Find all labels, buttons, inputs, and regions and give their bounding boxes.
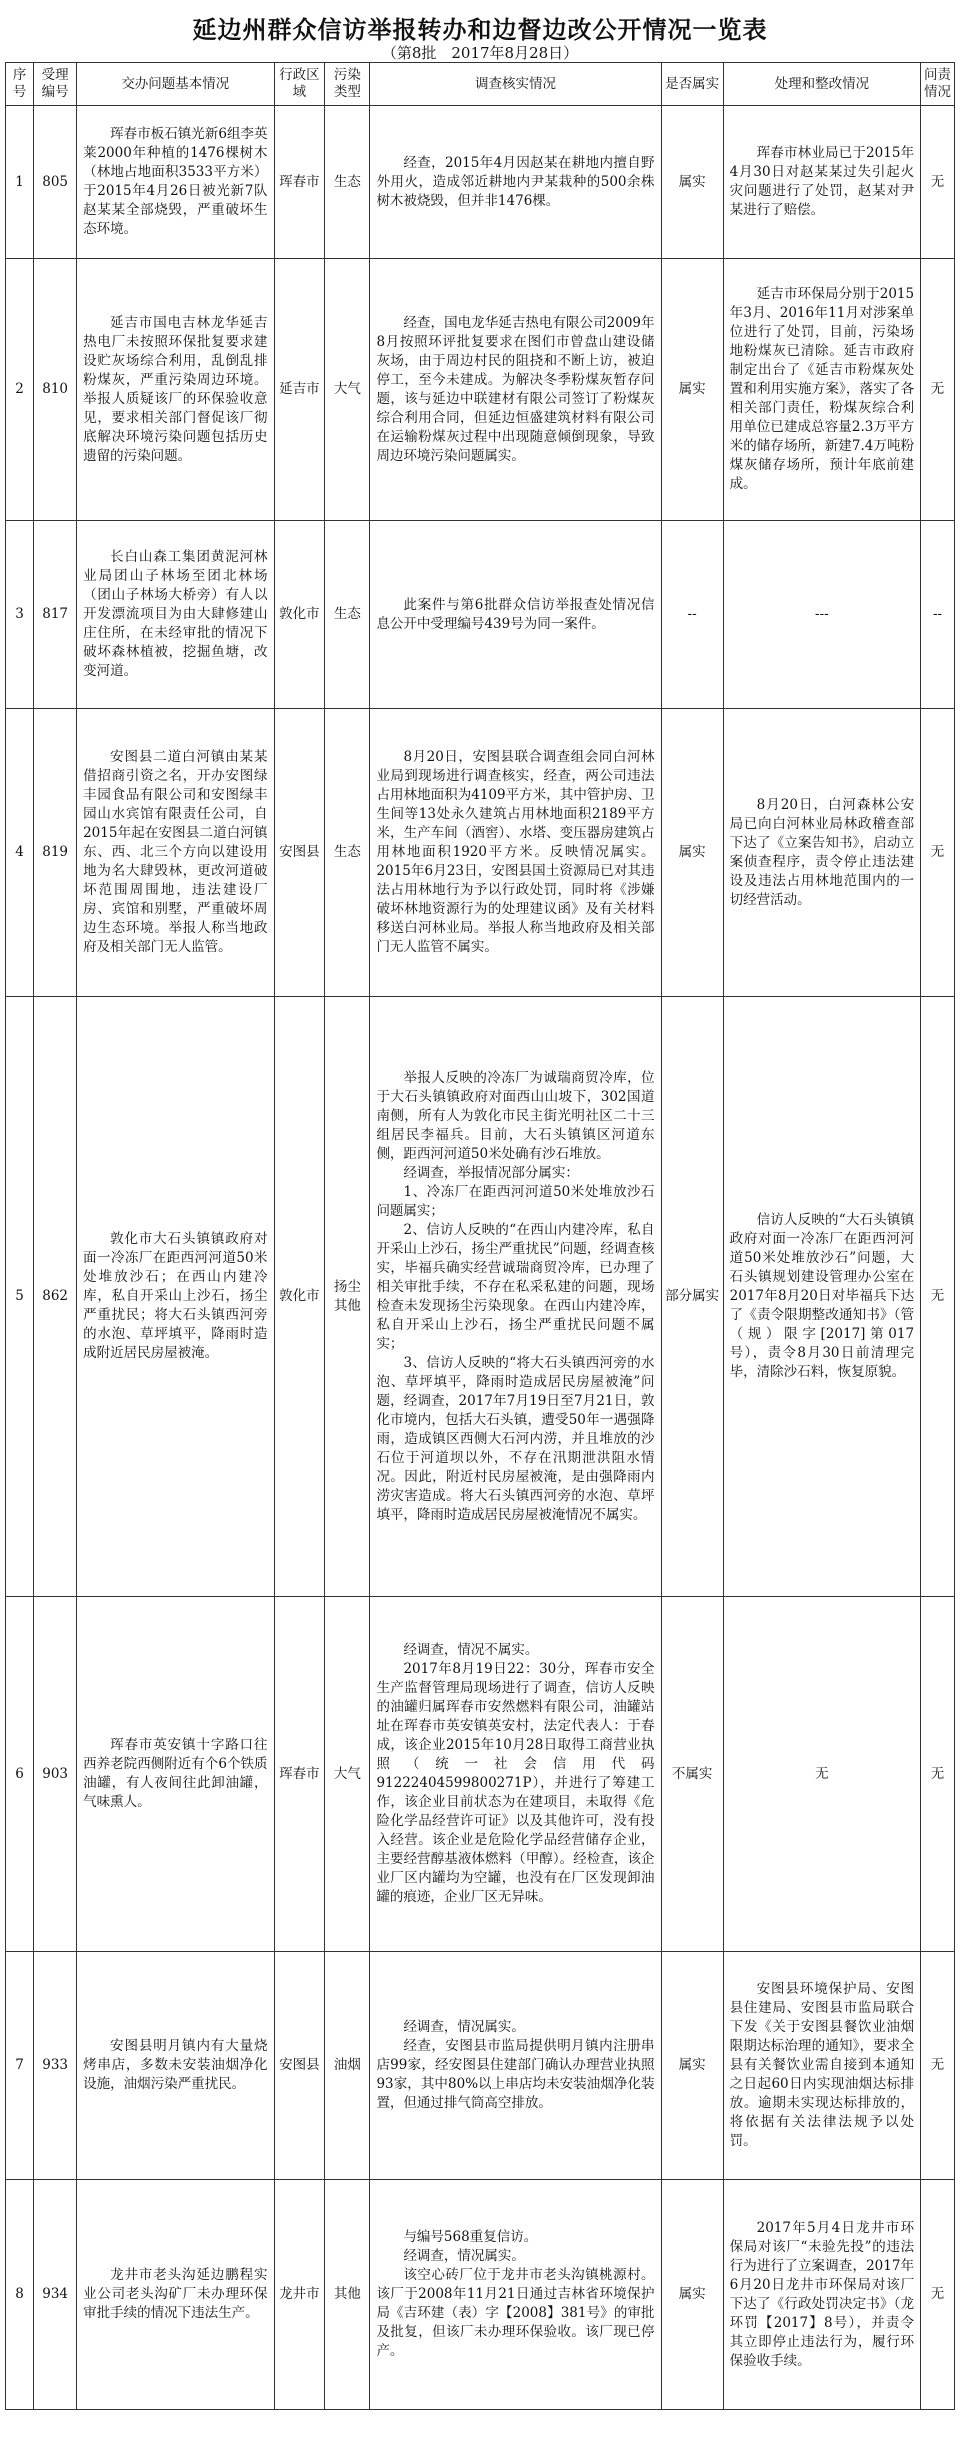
cell-no: 1 bbox=[6, 106, 34, 259]
cell-account: 无 bbox=[921, 1597, 955, 1952]
cell-region: 延吉市 bbox=[274, 259, 325, 521]
cell-region: 龙井市 bbox=[274, 2180, 325, 2410]
survey-paragraph: 该空心砖厂位于龙井市老头沟镇桃源村。该厂于2008年11月21日通过吉林省环境保护局《吉环建（表）字【2008】381号》的审批及批复，但该厂未办理环保验收。该厂现已停产。 bbox=[376, 2267, 655, 2359]
cell-no: 3 bbox=[6, 521, 34, 709]
cell-type: 大气 bbox=[325, 259, 370, 521]
cell-survey bbox=[370, 1952, 661, 2180]
page-title: 延边州群众信访举报转办和边督边改公开情况一览表 bbox=[192, 15, 768, 44]
survey-paragraph: 经调查，情况属实。 bbox=[403, 2019, 525, 2035]
cell-region: 敦化市 bbox=[274, 997, 325, 1597]
cell-account: 无 bbox=[921, 1952, 955, 2180]
cell-no: 2 bbox=[6, 259, 34, 521]
cell-issue: 珲春市板石镇光新6组李英莱2000年种植的1476棵树木（林地占地面积3533平方米）于2015年4月26日被光新7队赵某某全部烧毁，严重破坏生态环境。 bbox=[77, 106, 274, 259]
cell-region: 安图县 bbox=[274, 709, 325, 997]
cell-handling: 信访人反映的“大石头镇镇政府对面一冷冻厂在距西河河道50米处堆放沙石”问题，大石头镇规划建设管理办公室在2017年8月20日对毕福兵下达了《责令限期整改通知书》（管（规）限字[2017]第017号），责令8月30日前清理完毕，清除沙石料，恢复原貌。 bbox=[723, 997, 920, 1597]
cell-survey bbox=[370, 521, 661, 709]
cell-type: 生态 bbox=[325, 521, 370, 709]
cell-handling: 安图县环境保护局、安图县住建局、安图县市监局联合下发《关于安图县餐饮业油烟限期达标治理的通知》，要求全县有关餐饮业需自接到本通知之日起60日内实现油烟达标排放。逾期未实现达标排放的，将依据有关法律法规予以处罚。 bbox=[723, 1952, 920, 2180]
cell-verified: 属实 bbox=[661, 1952, 723, 2180]
cell-issue: 安图县二道白河镇由某某借招商引资之名，开办安图绿丰园食品有限公司和安图绿丰园山水宾馆有限责任公司，自2015年起在安图县二道白河镇东、西、北三个方向以建设用地为名大肆毁林，更改河道破坏范围周围地，违法建设厂房、宾馆和别墅，严重破坏周边生态环境。举报人称当地政府及相关部门无人监管。 bbox=[77, 709, 274, 997]
survey-paragraph: 此案件与第6批群众信访举报查处情况信息公开中受理编号439号为同一案件。 bbox=[376, 596, 655, 632]
cell-code: 934 bbox=[34, 2180, 77, 2410]
cell-issue: 龙井市老头沟延边鹏程实业公司老头沟矿厂未办理环保审批手续的情况下违法生产。 bbox=[77, 2180, 274, 2410]
cell-code: 819 bbox=[34, 709, 77, 997]
survey-paragraph: 经调查，举报情况部分属实： bbox=[403, 1164, 579, 1181]
survey-paragraph: 2、信访人反映的“在西山内建冷库，私自开采山上沙石，扬尘严重扰民”问题，经调查核实，毕福兵确实经营诚瑞商贸冷库，已办理了相关审批手续，不存在私采私建的问题，现场检查未发现扬尘污染现象。在西山内建冷库，私自开采山上沙石，扬尘严重扰民问题不属实； bbox=[376, 1221, 655, 1352]
survey-paragraph: 3、信访人反映的“将大石头镇西河旁的水泡、草坪填平，降雨时造成居民房屋被淹”问题，经调查，2017年7月19日至7月21日，敦化市境内，包括大石头镇，遭受50年一遇强降雨，造成镇区西侧大石河内涝，并且堆放的沙石位于河道坝以外，不存在汛期泄洪阻水情况。因此，附近村民房屋被淹，是由强降雨内涝灾害造成。将大石头镇西河旁的水泡、草坪填平，降雨时造成居民房屋被淹情况不属实。 bbox=[376, 1354, 655, 1523]
cell-no: 6 bbox=[6, 1597, 34, 1952]
survey-paragraph: 8月20日，安图县联合调查组会同白河林业局到现场进行调查核实，经查，两公司违法占用林地面积为4109平方米，其中管护房、卫生间等13处永久建筑占用林地面积2189平方米，生产车间（酒窖）、水塔、变压器房建筑占用林地面积1920平方米。反映情况属实。2015年6月23日，安图县国土资源局已对其违法占用林地行为予以行政处罚，同时将《涉嫌破坏林地资源行为的处理建议函》及有关材料移送白河林业局。举报人称当地政府及相关部门无人监管不属实。 bbox=[376, 749, 655, 955]
cell-verified: 不属实 bbox=[661, 1597, 723, 1952]
cell-verified: 属实 bbox=[661, 709, 723, 997]
survey-paragraph: 经调查，情况不属实。 bbox=[403, 1642, 539, 1658]
cell-survey bbox=[370, 709, 661, 997]
cell-verified: 部分属实 bbox=[661, 997, 723, 1597]
cell-type: 油烟 bbox=[325, 1952, 370, 2180]
header-region: 行政区域 bbox=[274, 63, 325, 106]
cell-handling: 2017年5月4日龙井市环保局对该厂“未验先投”的违法行为进行了立案调查，2017年6月20日龙井市环保局对该厂下达了《行政处罚决定书》（龙环罚【2017】8号），并责令其立即停止违法行为，履行环保验收手续。 bbox=[723, 2180, 920, 2410]
cell-issue: 珲春市英安镇十字路口往西养老院西侧附近有个6个铁质油罐，有人夜间往此卸油罐，气味熏人。 bbox=[77, 1597, 274, 1952]
cell-issue: 长白山森工集团黄泥河林业局团山子林场至团北林场（团山子林场大桥旁）有人以开发漂流项目为由大肆修建山庄住所，在未经审批的情况下破坏森林植被，挖掘鱼塘，改变河道。 bbox=[77, 521, 274, 709]
header-issue: 交办问题基本情况 bbox=[77, 63, 274, 106]
cell-region: 安图县 bbox=[274, 1952, 325, 2180]
cell-account: 无 bbox=[921, 997, 955, 1597]
table-row bbox=[6, 521, 955, 709]
cell-verified: -- bbox=[661, 521, 723, 709]
header-handling: 处理和整改情况 bbox=[723, 63, 920, 106]
cell-verified: 属实 bbox=[661, 259, 723, 521]
cell-code: 805 bbox=[34, 106, 77, 259]
cell-verified: 属实 bbox=[661, 106, 723, 259]
cell-no: 7 bbox=[6, 1952, 34, 2180]
cell-region: 珲春市 bbox=[274, 106, 325, 259]
report-table bbox=[5, 62, 955, 2410]
cell-issue: 敦化市大石头镇镇政府对面一冷冻厂在距西河河道50米处堆放沙石；在西山内建冷库，私自开采山上沙石，扬尘严重扰民；将大石头镇西河旁的水泡、草坪填平，降雨时造成附近居民房屋被淹。 bbox=[77, 997, 274, 1597]
cell-survey bbox=[370, 259, 661, 521]
cell-account: 无 bbox=[921, 259, 955, 521]
survey-paragraph: 经查，2015年4月因赵某在耕地内擅自野外用火，造成邻近耕地内尹某栽种的500余株树木被烧毁，但并非1476棵。 bbox=[376, 154, 655, 209]
cell-no: 8 bbox=[6, 2180, 34, 2410]
survey-paragraph: 举报人反映的冷冻厂为诚瑞商贸冷库，位于大石头镇镇政府对面西山山坡下，302国道南侧，所有人为敦化市民主街光明社区二十三组居民李福兵。目前，大石头镇镇区河道东侧，距西河河道50米处确有沙石堆放。 bbox=[376, 1069, 655, 1162]
cell-issue: 延吉市国电吉林龙华延吉热电厂未按照环保批复要求建设贮灰场综合利用，乱倒乱排粉煤灰，严重污染周边环境。举报人质疑该厂的环保验收意见，要求相关部门督促该厂彻底解决环境污染问题包括历史遗留的污染问题。 bbox=[77, 259, 274, 521]
cell-code: 862 bbox=[34, 997, 77, 1597]
cell-code: 810 bbox=[34, 259, 77, 521]
cell-type: 生态 bbox=[325, 709, 370, 997]
cell-handling: 无 bbox=[723, 1597, 920, 1952]
table-row bbox=[6, 1952, 955, 2180]
cell-type: 生态 bbox=[325, 106, 370, 259]
table-row bbox=[6, 1597, 955, 1952]
cell-no: 5 bbox=[6, 997, 34, 1597]
survey-paragraph: 经查，国电龙华延吉热电有限公司2009年8月按照环评批复要求在图们市曾盘山建设储灰场，由于周边村民的阻挠和不断上访，被迫停工，至今未建成。为解决冬季粉煤灰暂存问题，该与延边中联建材有限公司签订了粉煤灰综合利用合同，但延边恒盛建筑材料有限公司在运输粉煤灰过程中出现随意倾倒现象，导致周边环境污染问题属实。 bbox=[376, 314, 655, 464]
cell-survey bbox=[370, 106, 661, 259]
cell-survey bbox=[370, 1597, 661, 1952]
cell-account: 无 bbox=[921, 709, 955, 997]
cell-account: 无 bbox=[921, 2180, 955, 2410]
cell-code: 933 bbox=[34, 1952, 77, 2180]
header-type: 污染类型 bbox=[325, 63, 370, 106]
survey-paragraph: 经查，安图县市监局提供明月镇内注册串店99家，经安图县住建部门确认办理营业执照93家，其中80%以上串店均未安装油烟净化装置，但通过排气筒高空排放。 bbox=[376, 2038, 655, 2111]
survey-paragraph: 2017年8月19日22：30分，珲春市安全生产监督管理局现场进行了调查，信访人反映的油罐归属珲春市安然燃料有限公司，油罐站址在珲春市英安镇英安村，法定代表人：于春成，该企业2015年10月28日取得工商营业执照（统一社会信用代码91222404599800271P），并进行了筹建工作，该企业目前状态为在建项目，未取得《危险化学品经营许可证》以及其他许可，没有投入经营。该企业是危险化学品经营储存企业，主要经营醇基液体燃料（甲醇）。经检查，该企业厂区内罐均为空罐，也没有在厂区发现卸油罐的痕迹，企业厂区无异味。 bbox=[376, 1661, 655, 1905]
header-survey: 调查核实情况 bbox=[370, 63, 661, 106]
cell-issue: 安图县明月镇内有大量烧烤串店，多数未安装油烟净化设施，油烟污染严重扰民。 bbox=[77, 1952, 274, 2180]
cell-survey bbox=[370, 997, 661, 1597]
table-header-row bbox=[6, 63, 955, 106]
cell-type: 其他 bbox=[325, 2180, 370, 2410]
table-row bbox=[6, 709, 955, 997]
cell-handling: 延吉市环保局分别于2015年3月、2016年11月对涉案单位进行了处罚，目前，污染场地粉煤灰已清除。延吉市政府制定出台了《延吉市粉煤灰处置和利用实施方案》，落实了各相关部门责任，粉煤灰综合利用单位已建成总容量2.3万平方米的储存场所，新建7.4万吨粉煤灰储存场所，预计年底前建成。 bbox=[723, 259, 920, 521]
cell-verified: 属实 bbox=[661, 2180, 723, 2410]
cell-no: 4 bbox=[6, 709, 34, 997]
survey-paragraph: 经调查，情况属实。 bbox=[403, 2248, 525, 2264]
cell-code: 817 bbox=[34, 521, 77, 709]
table-row bbox=[6, 997, 955, 1597]
cell-handling: --- bbox=[723, 521, 920, 709]
cell-region: 敦化市 bbox=[274, 521, 325, 709]
cell-handling: 8月20日，白河森林公安局已向白河林业局林政稽查部下达了《立案告知书》，启动立案侦查程序，责令停止违法建设及违法占用林地范围内的一切经营活动。 bbox=[723, 709, 920, 997]
survey-paragraph: 与编号568重复信访。 bbox=[403, 2229, 538, 2245]
header-verified: 是否属实 bbox=[661, 63, 723, 106]
cell-type: 大气 bbox=[325, 1597, 370, 1952]
cell-region: 珲春市 bbox=[274, 1597, 325, 1952]
cell-code: 903 bbox=[34, 1597, 77, 1952]
header-no: 序号 bbox=[6, 63, 34, 106]
table-row bbox=[6, 2180, 955, 2410]
cell-account: -- bbox=[921, 521, 955, 709]
header-account: 问责情况 bbox=[921, 63, 955, 106]
header-code: 受理编号 bbox=[34, 63, 77, 106]
table-row bbox=[6, 106, 955, 259]
cell-survey bbox=[370, 2180, 661, 2410]
survey-paragraph: 1、冷冻厂在距西河河道50米处堆放沙石问题属实； bbox=[376, 1183, 655, 1219]
table-row bbox=[6, 259, 955, 521]
cell-account: 无 bbox=[921, 106, 955, 259]
cell-handling: 珲春市林业局已于2015年4月30日对赵某某过失引起火灾问题进行了处罚，赵某对尹某进行了赔偿。 bbox=[723, 106, 920, 259]
cell-type: 扬尘其他 bbox=[325, 997, 370, 1597]
page-subtitle: （第8批 2017年8月28日） bbox=[381, 44, 579, 62]
